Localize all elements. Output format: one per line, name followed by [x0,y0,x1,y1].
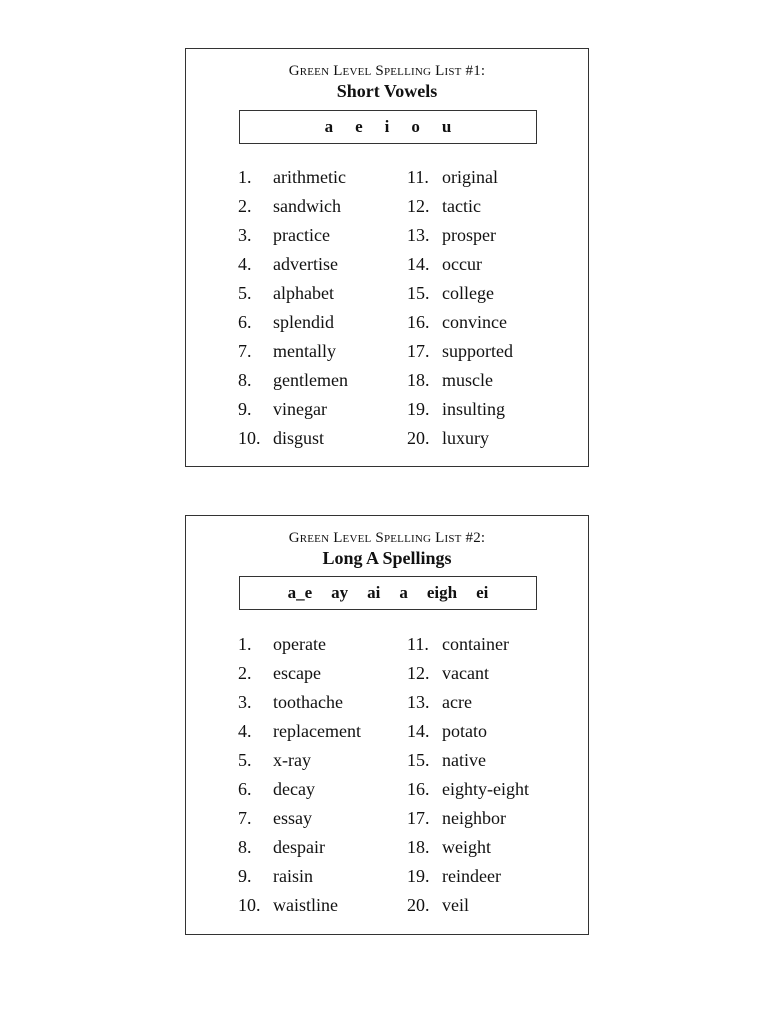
list-item [407,395,578,424]
list-item [238,250,407,279]
list-item [407,424,578,453]
word-number: 3. [238,225,252,245]
word-number: 9. [238,399,252,419]
word-number: 14. [407,721,430,741]
list-item [407,630,578,659]
word-text: original [442,167,498,187]
word-number: 1. [238,167,252,187]
list-item [407,192,578,221]
word-text: decay [273,779,315,799]
word-text: raisin [273,866,313,886]
word-text: weight [442,837,491,857]
word-number: 16. [407,312,430,332]
list-item [238,862,407,891]
word-number: 5. [238,750,252,770]
list-item [407,366,578,395]
word-text: college [442,283,494,303]
pattern-item: ay [331,583,349,602]
list-item [238,192,407,221]
list-item [407,163,578,192]
word-text: essay [273,808,312,828]
word-number: 13. [407,225,430,245]
word-text: occur [442,254,482,274]
spelling-list-card-2 [185,515,589,935]
word-number: 11. [407,634,429,654]
word-text: vacant [442,663,489,683]
word-text: muscle [442,370,493,390]
word-number: 2. [238,663,252,683]
list-item [238,337,407,366]
word-text: arithmetic [273,167,346,187]
word-number: 18. [407,370,430,390]
word-text: advertise [273,254,338,274]
pattern-box [239,576,537,610]
word-number: 8. [238,837,252,857]
word-text: mentally [273,341,336,361]
list-item [238,424,407,453]
word-text: splendid [273,312,334,332]
word-number: 17. [407,808,430,828]
word-number: 4. [238,721,252,741]
word-number: 19. [407,866,430,886]
list-item [407,279,578,308]
list-item [407,775,578,804]
pattern-item: ai [367,583,381,602]
list-item [238,804,407,833]
list-item [238,308,407,337]
word-text: practice [273,225,330,245]
word-number: 11. [407,167,429,187]
word-text: insulting [442,399,506,419]
word-text: supported [442,341,513,361]
word-number: 14. [407,254,430,274]
list-item [407,804,578,833]
pattern-item: o [411,117,420,136]
list-item [238,630,407,659]
list-item [238,163,407,192]
word-number: 15. [407,750,430,770]
list-title: Long A Spellings [322,548,452,568]
spelling-list-card-1 [185,48,589,467]
word-text: potato [442,721,487,741]
word-text: convince [442,312,507,332]
list-kicker: Green Level Spelling List #2: [288,530,486,546]
list-item [238,891,407,920]
list-item [407,308,578,337]
list-item [238,833,407,862]
list-item [407,862,578,891]
word-number: 18. [407,837,430,857]
list-item [238,688,407,717]
word-text: eighty-eight [442,779,529,799]
word-number: 7. [238,808,252,828]
list-item [407,891,578,920]
word-text: toothache [273,692,343,712]
word-text: vinegar [273,399,327,419]
list-kicker: Green Level Spelling List #1: [288,63,486,79]
list-item [238,279,407,308]
pattern-item: a_e [287,583,313,602]
word-text: replacement [273,721,361,741]
word-number: 6. [238,312,252,332]
list-item [407,833,578,862]
list-item [407,717,578,746]
word-number: 20. [407,428,430,448]
list-item [238,366,407,395]
word-text: reindeer [442,866,501,886]
list-item [238,746,407,775]
word-number: 5. [238,283,252,303]
word-list [238,630,578,930]
word-number: 7. [238,341,252,361]
word-number: 6. [238,779,252,799]
word-text: native [442,750,486,770]
list-item [238,775,407,804]
list-item [407,221,578,250]
word-number: 17. [407,341,430,361]
list-item [238,221,407,250]
list-item [407,250,578,279]
pattern-item: e [355,117,363,136]
word-text: prosper [442,225,496,245]
word-number: 10. [238,428,261,448]
word-text: waistline [273,895,338,915]
word-text: acre [442,692,472,712]
word-text: alphabet [273,283,334,303]
word-text: tactic [442,196,481,216]
word-text: container [442,634,509,654]
word-number: 16. [407,779,430,799]
word-number: 20. [407,895,430,915]
pattern-item: a [399,583,408,602]
word-number: 13. [407,692,430,712]
list-title: Short Vowels [336,81,438,101]
word-text: luxury [442,428,489,448]
list-item [407,659,578,688]
word-text: despair [273,837,325,857]
word-list [238,163,578,463]
list-item [407,688,578,717]
list-item [238,395,407,424]
pattern-item: u [441,117,452,136]
word-number: 12. [407,196,430,216]
list-item [407,337,578,366]
word-number: 2. [238,196,252,216]
pattern-item: a [324,117,334,136]
pattern-item: eigh [426,583,458,602]
word-number: 15. [407,283,430,303]
word-text: escape [273,663,321,683]
word-text: sandwich [273,196,341,216]
word-text: x-ray [273,750,311,770]
word-text: neighbor [442,808,506,828]
word-number: 3. [238,692,252,712]
word-number: 19. [407,399,430,419]
word-text: gentlemen [273,370,348,390]
pattern-item: ei [476,583,489,602]
list-item [238,717,407,746]
word-text: operate [273,634,326,654]
list-item [407,746,578,775]
pattern-item: i [384,117,390,136]
word-text: disgust [273,428,325,448]
word-number: 8. [238,370,252,390]
word-number: 10. [238,895,261,915]
list-item [238,659,407,688]
word-text: veil [442,895,469,915]
word-number: 12. [407,663,430,683]
word-number: 1. [238,634,252,654]
pattern-box [239,110,537,144]
word-number: 9. [238,866,252,886]
word-number: 4. [238,254,252,274]
